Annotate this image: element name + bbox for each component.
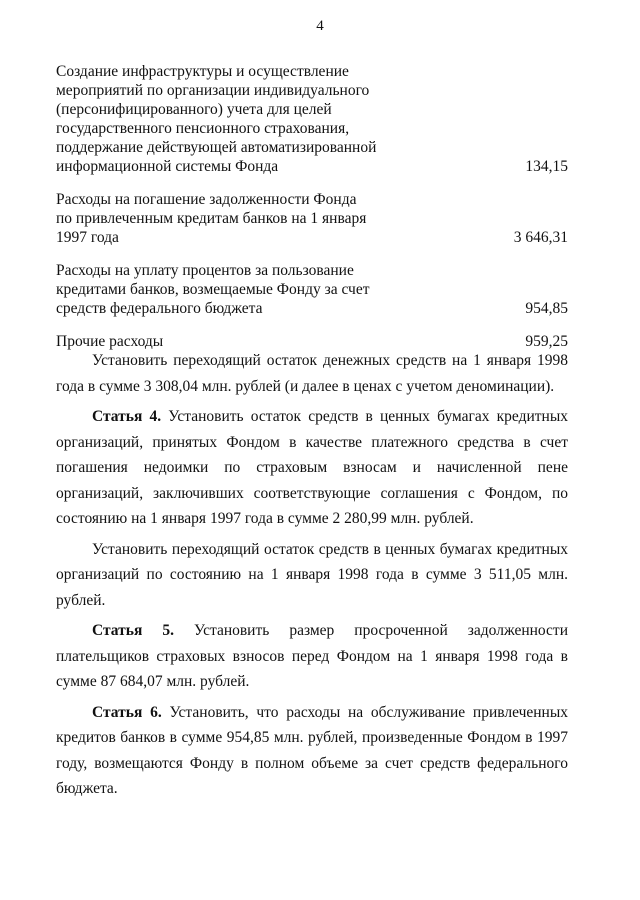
expense-items-list bbox=[56, 62, 568, 365]
page-number: 4 bbox=[316, 18, 324, 34]
expense-item-line: по привлеченным кредитам банков на 1 января bbox=[56, 210, 367, 227]
expense-item-amount: 959,25 bbox=[525, 333, 568, 350]
paragraph bbox=[56, 348, 568, 399]
expense-item-amount: 954,85 bbox=[525, 300, 568, 317]
expense-item-description bbox=[56, 261, 396, 318]
expense-item-line: государственного пенсионного страхования, bbox=[56, 120, 350, 137]
expense-item-line: Расходы на погашение задолженности Фонда bbox=[56, 191, 357, 208]
paragraph bbox=[56, 618, 568, 695]
expense-item bbox=[56, 62, 568, 176]
article-label: Статья 4. bbox=[92, 408, 162, 425]
expense-item-line: 1997 года bbox=[56, 229, 119, 246]
expense-item-line: Прочие расходы bbox=[56, 333, 164, 350]
expense-item-description bbox=[56, 62, 396, 176]
expense-item bbox=[56, 190, 568, 247]
expense-item-amount: 134,15 bbox=[525, 158, 568, 175]
expense-item-line: поддержание действующей автоматизированной bbox=[56, 139, 377, 156]
article-label: Статья 6. bbox=[92, 703, 162, 721]
paragraph-text: Установить переходящий остаток средств в ценных бумагах кредитных организаций по состоянию на 1 января 1998 года в сумме 3 511,05 млн. рублей. bbox=[56, 540, 568, 609]
paragraph bbox=[56, 700, 568, 802]
paragraph-text: Установить переходящий остаток денежных средств на 1 января 1998 года в сумме 3 308,04 млн. рублей (и далее в ценах с учетом деноминации). bbox=[56, 352, 568, 395]
paragraph bbox=[56, 404, 568, 532]
body-text bbox=[56, 348, 568, 807]
paragraph-text: Установить размер просроченной задолженности плательщиков страховых взносов перед Фондом на 1 января 1998 года в сумме 87 684,07 млн. рублей. bbox=[56, 622, 568, 690]
expense-item bbox=[56, 261, 568, 318]
expense-item-line: информационной системы Фонда bbox=[56, 158, 279, 175]
expense-item-line: (персонифицированного) учета для целей bbox=[56, 101, 332, 118]
expense-item-line: Расходы на уплату процентов за пользование bbox=[56, 262, 354, 279]
paragraph-text: Установить остаток средств в ценных бумагах кредитных организаций, принятых Фондом в качестве платежного средства в счет погашения недоимки по страховым взносам и начисленной пене организаций, заключивших соответствующие соглашения с Фондом, по состоянию на 1 января 1997 года в сумме 2 280,99 млн. рублей. bbox=[56, 408, 569, 527]
expense-item-line: Создание инфраструктуры и осуществление bbox=[56, 63, 349, 80]
expense-item-description bbox=[56, 190, 396, 247]
article-label: Статья 5. bbox=[92, 622, 174, 639]
paragraph bbox=[56, 537, 568, 614]
expense-item-amount: 3 646,31 bbox=[513, 229, 568, 246]
expense-item-line: кредитами банков, возмещаемые Фонду за счет bbox=[56, 281, 370, 298]
expense-item-line: мероприятий по организации индивидуального bbox=[56, 82, 370, 99]
expense-item-line: средств федерального бюджета bbox=[56, 300, 263, 317]
paragraph-text: Установить, что расходы на обслуживание привлеченных кредитов банков в сумме 954,85 млн. рублей, произведенные Фондом в 1997 году, возмещаются Фонду в полном объеме за счет средств федерального бюджета. bbox=[56, 703, 569, 797]
